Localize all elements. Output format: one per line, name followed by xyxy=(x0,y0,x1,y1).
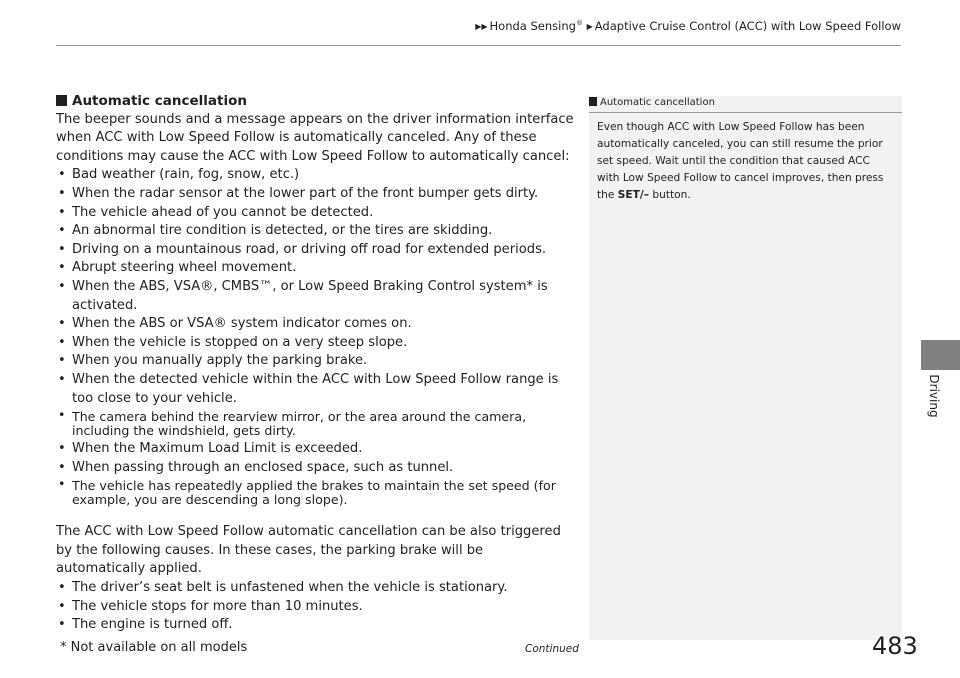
note-title xyxy=(589,96,902,113)
note-body xyxy=(589,113,902,204)
list-item: • Driving on a mountainous road, or driving off road for extended periods. xyxy=(56,241,576,260)
main-content xyxy=(56,92,576,635)
list-item: • The driver’s seat belt is unfastened when the vehicle is stationary. xyxy=(56,579,576,598)
chapter-label xyxy=(912,362,960,420)
section-heading xyxy=(56,92,576,111)
chapter-label-text: Driving xyxy=(927,374,941,418)
list-item: • When the ABS, VSA®, CMBS™, or Low Speed Braking Control system* is activated. xyxy=(56,278,576,315)
list-item: • Bad weather (rain, fog, snow, etc.) xyxy=(56,166,576,185)
page-number: 483 xyxy=(872,632,918,660)
intro-paragraph: The beeper sounds and a message appears on the driver information interface when ACC with Low Speed Follow is automatically canceled. Any of these conditions may cause the ACC with Low Speed Follow to automatically cancel: xyxy=(56,111,574,164)
set-button-label: SET/– xyxy=(617,189,650,201)
list-item: • The engine is turned off. xyxy=(56,616,576,635)
list-item: • When the detected vehicle within the ACC with Low Speed Follow range is too close to your vehicle. xyxy=(56,371,576,408)
cancel-conditions-list xyxy=(56,166,576,509)
note-icon xyxy=(589,97,597,106)
list-item: • The camera behind the rearview mirror, or the area around the camera, including the windshield, gets dirty. xyxy=(56,408,576,440)
running-header xyxy=(56,16,901,46)
list-item: • When the Maximum Load Limit is exceeded. xyxy=(56,440,576,459)
parking-conditions-list xyxy=(56,579,576,635)
header-topic: Adaptive Cruise Control (ACC) with Low Speed Follow xyxy=(594,19,901,33)
triangle-icon: ▶▶ xyxy=(475,22,488,31)
list-item: • Abrupt steering wheel movement. xyxy=(56,259,576,278)
list-item: • The vehicle ahead of you cannot be detected. xyxy=(56,204,576,223)
footnote: * Not available on all models xyxy=(60,640,248,655)
note-text: Even though ACC with Low Speed Follow has been automatically canceled, you can still resume the prior set speed. Wait until the condition that caused ACC with Low Speed Follow to cancel improves, then press the xyxy=(597,121,884,201)
list-item: • The vehicle has repeatedly applied the brakes to maintain the set speed (for example, you are descending a long slope). xyxy=(56,477,576,509)
registered-mark: ® xyxy=(575,19,583,28)
header-section: Honda Sensing xyxy=(489,19,576,33)
parking-intro-paragraph: The ACC with Low Speed Follow automatic cancellation can be also triggered by the following causes. In these cases, the parking brake will be automatically applied. xyxy=(56,524,561,577)
triangle-icon: ▶ xyxy=(586,22,593,31)
side-note xyxy=(589,96,902,640)
continued-label: Continued xyxy=(525,643,579,655)
note-text-end: button. xyxy=(649,189,691,201)
list-item: • The vehicle stops for more than 10 minutes. xyxy=(56,598,576,617)
square-bullet-icon xyxy=(56,95,67,106)
list-item: • When the ABS or VSA® system indicator comes on. xyxy=(56,315,576,334)
list-item: • When passing through an enclosed space, such as tunnel. xyxy=(56,459,576,478)
list-item: • An abnormal tire condition is detected, or the tires are skidding. xyxy=(56,222,576,241)
note-title-text: Automatic cancellation xyxy=(600,97,715,108)
list-item: • When the radar sensor at the lower part of the front bumper gets dirty. xyxy=(56,185,576,204)
list-item: • When the vehicle is stopped on a very steep slope. xyxy=(56,334,576,353)
section-heading-text: Automatic cancellation xyxy=(72,93,247,109)
list-item: • When you manually apply the parking brake. xyxy=(56,352,576,371)
